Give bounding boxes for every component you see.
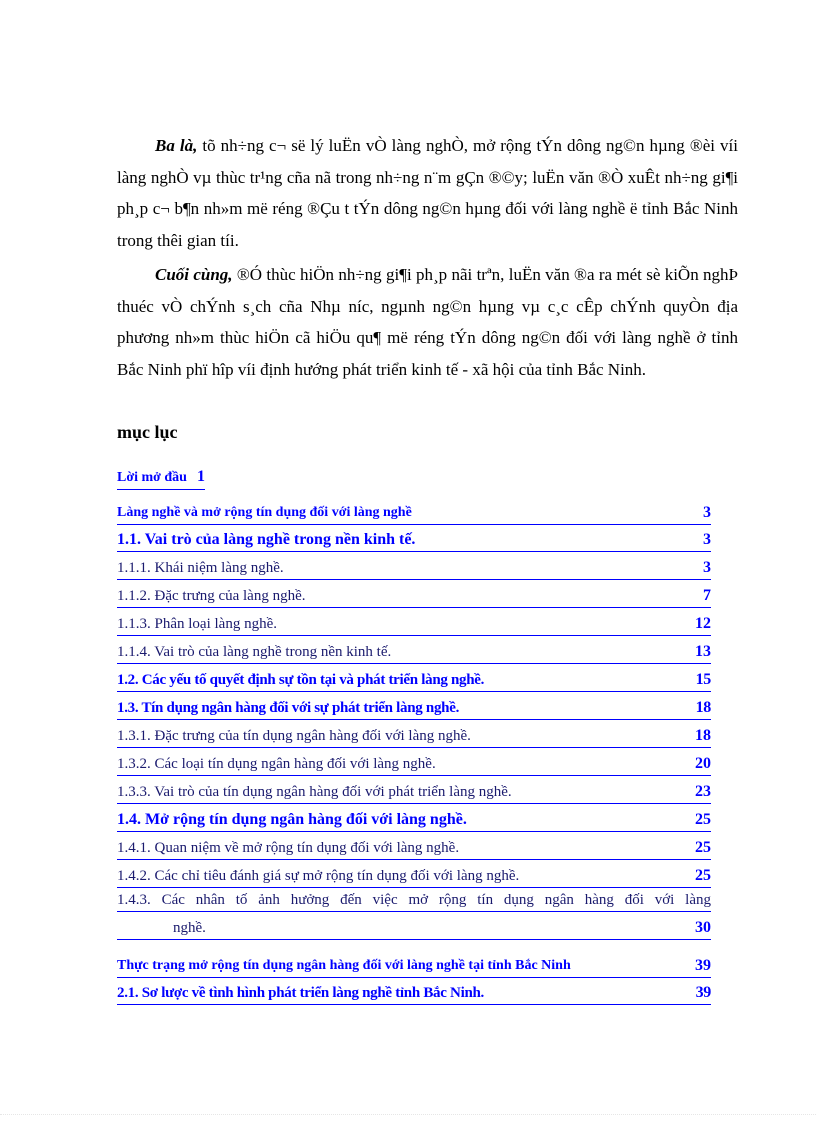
toc-link-1-3-3[interactable]: [117, 782, 711, 804]
paragraph-ba-la: [117, 130, 738, 256]
toc-page-number: 25: [695, 867, 711, 884]
toc-label: 1.4.3. Các nhân tố ảnh hưởng đến việc mở rộng tín dụng ngân hàng đối với làng: [117, 890, 711, 912]
paragraph-lead: Ba là,: [155, 136, 198, 155]
toc-label: 1.3.1. Đặc trưng của tín dụng ngân hàng đối với làng nghề.: [117, 728, 471, 744]
paragraph-body: ®Ó thùc hiÖn nh÷ng gi¶i ph¸p nãi trªn, luËn văn ®a ra mét sè kiÕn nghÞ thuéc vÒ chÝnh s¸ch cña Nhµ níc, ngµnh ng©n hµng vµ c¸c cÊp chÝnh quyÒn địa phương nh»m thùc hiÖn cã hiÖu qu¶ më réng tÝn dông ng©n đối với làng nghề ở tỉnh Bắc Ninh phï hîp víi định hướng phát triển kinh tế - xã hội của tỉnh Bắc Ninh.: [117, 265, 738, 379]
toc-link-1-4-1[interactable]: [117, 838, 711, 860]
toc-link-1-4[interactable]: [117, 810, 711, 832]
toc-page-number: 13: [695, 643, 711, 660]
toc-link-1-1-3[interactable]: [117, 614, 711, 636]
toc-link-1-4-3[interactable]: [117, 890, 711, 940]
toc-page-number: 18: [695, 727, 711, 744]
toc-label: 1.1.3. Phân loại làng nghề.: [117, 616, 277, 632]
toc-label: 1.4.1. Quan niệm về mở rộng tín dụng đối với làng nghề.: [117, 840, 460, 856]
toc-label: 1.1.1. Khái niệm làng nghề.: [117, 560, 284, 576]
page-bottom-rule: [0, 1114, 816, 1115]
toc-page-number: 25: [695, 839, 711, 856]
toc-label: Thực trạng mở rộng tín dụng ngân hàng đối với làng nghề tại tỉnh Bắc Ninh: [117, 958, 571, 973]
toc-heading: mục lục: [117, 422, 178, 442]
toc-label: 1.2. Các yếu tố quyết định sự tồn tại và phát triển làng nghề.: [117, 672, 485, 688]
toc-label: 1.3. Tín dụng ngân hàng đối với sự phát triển làng nghề.: [117, 700, 460, 716]
toc-page-number: 3: [703, 559, 711, 576]
toc-label-continuation: [117, 918, 711, 940]
toc-link-1-1-2[interactable]: [117, 586, 711, 608]
toc-page-number: 15: [695, 671, 711, 688]
toc-label: 1.3.3. Vai trò của tín dụng ngân hàng đối với phát triển làng nghề.: [117, 784, 512, 800]
toc-label: 1.4.2. Các chỉ tiêu đánh giá sự mở rộng tín dụng đối với làng nghề.: [117, 868, 520, 884]
toc-label: 1.1.4. Vai trò của làng nghề trong nền kinh tế.: [117, 644, 392, 660]
toc-page-number: 39: [695, 957, 711, 974]
toc-label: 2.1. Sơ lược về tình hình phát triển làng nghề tỉnh Bắc Ninh.: [117, 985, 484, 1001]
toc-label: 1.1.2. Đặc trưng của làng nghề.: [117, 588, 306, 604]
toc-link-1-3[interactable]: [117, 698, 711, 720]
toc-page-number: 18: [695, 699, 711, 716]
toc-page-number: 20: [695, 755, 711, 772]
toc-link-chapter-2[interactable]: [117, 956, 711, 978]
toc-link-1-1[interactable]: [117, 530, 711, 552]
toc-link-1-4-2[interactable]: [117, 866, 711, 888]
toc-page-number: 3: [703, 531, 711, 548]
toc-page-number: 3: [703, 504, 711, 521]
toc-link-chapter-1[interactable]: [117, 503, 711, 525]
toc-label: 1.3.2. Các loại tín dụng ngân hàng đối với làng nghề.: [117, 756, 436, 772]
toc-page-number: 30: [695, 919, 711, 936]
toc-page-number: 23: [695, 783, 711, 800]
toc-page-number: 1: [196, 468, 205, 485]
toc-page-number: 12: [695, 615, 711, 632]
toc-label: Lời mở đầu: [117, 470, 187, 485]
toc-page-number: 39: [695, 984, 711, 1001]
toc-link-1-1-4[interactable]: [117, 642, 711, 664]
toc-link-1-2[interactable]: [117, 670, 711, 692]
toc-label: nghề.: [173, 920, 206, 936]
paragraph-lead: Cuối cùng,: [155, 265, 233, 284]
toc-page-number: 25: [695, 811, 711, 828]
paragraph-cuoi-cung: [117, 259, 738, 385]
toc-link-intro[interactable]: [117, 467, 205, 490]
toc-link-1-3-1[interactable]: [117, 726, 711, 748]
paragraph-body: tõ nh÷ng c¬ së lý luËn vÒ làng nghÒ, mở rộng tÝn dông ng©n hµng ®èi víi làng nghÒ vµ thùc tr¹ng cña nã trong nh÷ng n¨m gÇn ®©y; luËn văn ®Ò xuÊt nh÷ng gi¶i ph¸p c¬ b¶n nh»m më réng ®Çu t tÝn dông ng©n hµng đối với làng nghề ë tỉnh Bắc Ninh trong thêi gian tíi.: [117, 136, 739, 250]
toc-link-2-1[interactable]: [117, 983, 711, 1005]
toc-link-1-3-2[interactable]: [117, 754, 711, 776]
toc-label: Làng nghề và mở rộng tín dụng đối với làng nghề: [117, 505, 412, 520]
toc-link-1-1-1[interactable]: [117, 558, 711, 580]
toc-label: 1.1. Vai trò của làng nghề trong nền kinh tế.: [117, 531, 416, 548]
toc-label: 1.4. Mở rộng tín dụng ngân hàng đối với làng nghề.: [117, 811, 467, 828]
toc-page-number: 7: [703, 587, 711, 604]
